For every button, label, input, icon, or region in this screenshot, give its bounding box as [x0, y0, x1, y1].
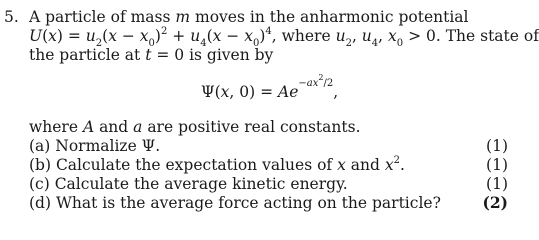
marks-b: (1) [486, 156, 508, 174]
intro-text-1a: A particle of mass [29, 8, 176, 26]
problem-number: 5. [4, 8, 19, 26]
part-c: (c) Calculate the average kinetic energy. [29, 175, 348, 193]
wavefunction-equation: Ψ(x, $0) = Ae^{-ax^2/2}$, [201, 72, 339, 101]
intro-line-2: $U(x) = u_2(x - x_0)^2 + u_4(x - x_0)^4$, where $u_2$, $u_4$, $x_0 > 0$. The state of [29, 25, 539, 50]
part-a: (a) Normalize Ψ. [29, 137, 161, 155]
intro-line-1 [29, 8, 469, 26]
intro-text-1b: moves in the anharmonic potential [190, 8, 469, 26]
mass-symbol: m [175, 8, 191, 26]
marks-c: (1) [486, 175, 508, 193]
marks-d: (2) [482, 193, 508, 212]
marks-a: (1) [486, 137, 508, 155]
where-line: where A and a are positive real constants. [29, 118, 361, 136]
part-d: (d) What is the average force acting on the particle? [29, 194, 441, 212]
part-b: (b) Calculate the expectation values of x and $x^2$. [29, 154, 405, 174]
intro-line-3: the particle at t = 0 is given by [29, 46, 274, 64]
